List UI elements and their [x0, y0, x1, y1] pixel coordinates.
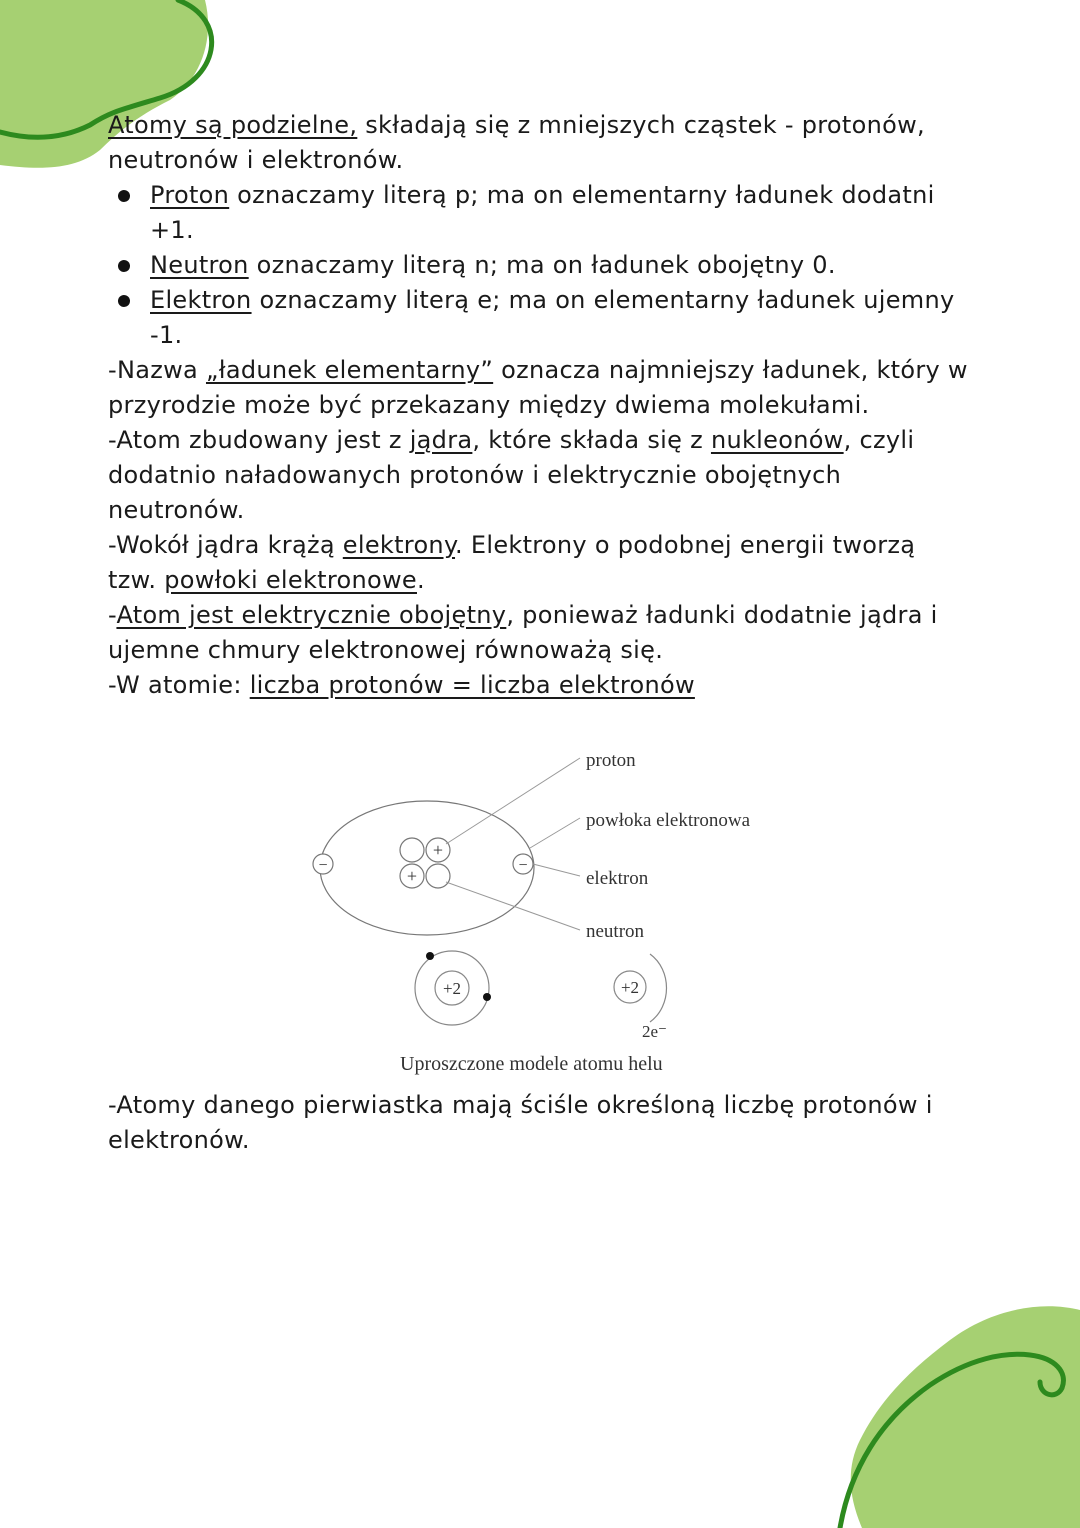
paragraph-3-text: , czyli	[843, 426, 915, 454]
proton-plus-sign: +	[406, 866, 418, 886]
particle-list	[108, 178, 978, 353]
leader-line-shell	[530, 818, 580, 848]
proton-description: oznaczamy literą p; ma on elementarny ładunek dodatni	[229, 181, 935, 209]
paragraph-4-line-1	[108, 528, 978, 563]
term-neutron: Neutron	[150, 251, 249, 279]
electron-charge: -1.	[150, 321, 183, 349]
leader-line-electron	[533, 864, 580, 876]
electron-description: oznaczamy literą e; ma on elementarny ładunek ujemny	[251, 286, 955, 314]
electron-minus-sign: −	[518, 857, 528, 874]
neutron-description: oznaczamy literą n; ma on ładunek obojętny 0.	[248, 251, 836, 279]
bohr-electron-dot	[483, 993, 491, 1001]
nucleus-underlined: jądra	[409, 426, 473, 454]
paragraph-5-line-2: ujemne chmury elektronowej równoważą się.	[108, 636, 664, 664]
nucleon-circle	[400, 838, 424, 862]
label-neutron: neutron	[586, 921, 645, 942]
notes-text-top	[108, 108, 978, 703]
paragraph-6-prefix: -W atomie:	[108, 671, 250, 699]
leader-line-proton	[446, 758, 580, 844]
leader-line-neutron	[446, 882, 580, 930]
bohr-electron-dot	[426, 952, 434, 960]
paragraph-4-line-2-prefix: tzw.	[108, 566, 165, 594]
paragraph-1-text: składają się z mniejszych cząstek - protonów,	[357, 111, 925, 139]
label-electron-shell: powłoka elektronowa	[586, 810, 751, 831]
neutron-circle	[426, 864, 450, 888]
paragraph-2-line-1	[108, 353, 978, 388]
paragraph-2-line-2: przyrodzie może być przekazany między dwiema molekułami.	[108, 391, 870, 419]
electron-minus-sign: −	[318, 857, 328, 874]
protons-equal-electrons-underlined: liczba protonów = liczba elektronów	[249, 671, 695, 699]
electrons-underlined: elektrony	[342, 531, 456, 559]
label-proton: proton	[586, 750, 636, 771]
paragraph-1-line-2: neutronów i elektronów.	[108, 146, 404, 174]
nucleons-underlined: nukleonów	[710, 426, 844, 454]
list-item-proton	[108, 178, 978, 248]
paragraph-7-line-2: elektronów.	[108, 1126, 250, 1154]
label-electron: elektron	[586, 868, 649, 889]
paragraph-3-line-1	[108, 423, 978, 458]
shell-electron-count: 2e⁻	[642, 1022, 668, 1041]
paragraph-2-text: oznacza najmniejszy ładunek, który w	[493, 356, 968, 384]
paragraph-3-line-2: dodatnio naładowanych protonów i elektrycznie obojętnych	[108, 461, 842, 489]
paragraph-5-line-1	[108, 598, 978, 633]
paragraph-7-line-1: -Atomy danego pierwiastka mają ściśle określoną liczbę protonów i	[108, 1091, 933, 1119]
term-electron: Elektron	[150, 286, 252, 314]
shell-nucleus-charge: +2	[620, 978, 640, 997]
proton-plus-sign: +	[432, 840, 444, 860]
paragraph-4-line-2-suffix: .	[416, 566, 425, 594]
paragraph-5-prefix: -	[108, 601, 117, 629]
paragraph-1-line-1	[108, 108, 978, 143]
paragraph-4-text: . Elektrony o podobnej energii tworzą	[455, 531, 916, 559]
proton-charge: +1.	[150, 216, 194, 244]
atom-neutral-underlined: Atom jest elektrycznie obojętny	[116, 601, 507, 629]
paragraph-5-text: , ponieważ ładunki dodatnie jądra i	[506, 601, 938, 629]
paragraph-3-prefix: -Atom zbudowany jest z	[108, 426, 410, 454]
paragraph-6-line-1	[108, 668, 978, 703]
notes-text-bottom	[108, 1088, 978, 1158]
helium-atom-diagram	[200, 740, 820, 1080]
shell-arc	[650, 954, 667, 1022]
electron-shells-underlined: powłoki elektronowe	[164, 566, 417, 594]
paragraph-3-middle: , które składa się z	[472, 426, 711, 454]
paragraph-2-prefix: -Nazwa	[108, 356, 206, 384]
term-proton: Proton	[150, 181, 230, 209]
list-item-neutron	[108, 248, 978, 283]
paragraph-4-line-2	[108, 563, 978, 598]
elementary-charge-underlined: „ładunek elementarny”	[205, 356, 494, 384]
atoms-divisible-underlined: Atomy są podzielne,	[108, 111, 358, 139]
paragraph-4-prefix: -Wokół jądra krążą	[108, 531, 343, 559]
bohr-nucleus-charge: +2	[442, 979, 462, 998]
electron-shell-ellipse	[320, 801, 534, 935]
figure-caption: Uproszczone modele atomu helu	[400, 1053, 663, 1075]
list-item-electron	[108, 283, 978, 353]
paragraph-3-line-3: neutronów.	[108, 496, 245, 524]
